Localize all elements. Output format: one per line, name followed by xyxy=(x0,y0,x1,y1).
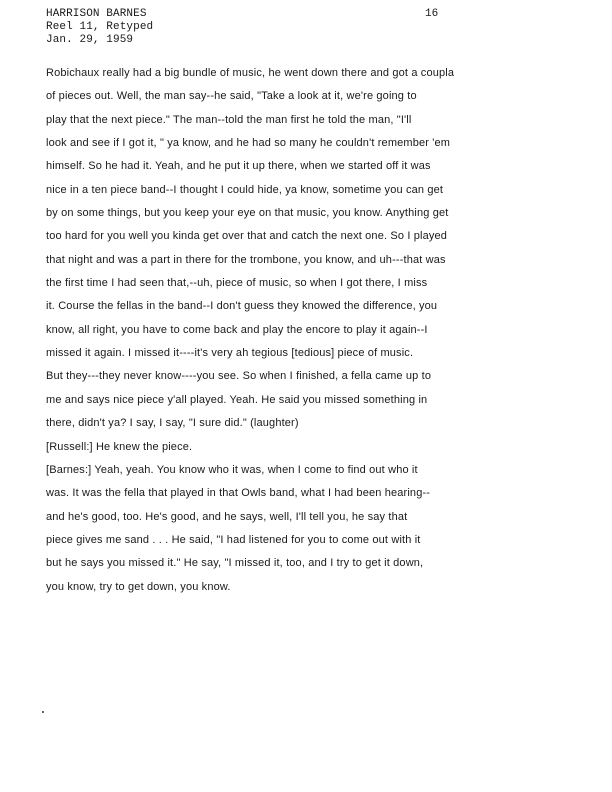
transcript-body xyxy=(46,62,546,599)
transcript-line: and he's good, too. He's good, and he says, well, I'll tell you, he say that xyxy=(46,510,408,523)
transcript-line: by on some things, but you keep your eye on that music, you know. Anything get xyxy=(46,207,449,220)
transcript-line: was. It was the fella that played in that Owls band, what I had been hearing-- xyxy=(46,487,431,500)
transcript-line: himself. So he had it. Yeah, and he put it up there, when we started off it was xyxy=(46,160,431,173)
transcript-line: nice in a ten piece band--I thought I could hide, ya know, sometime you can get xyxy=(46,183,444,196)
transcript-line: play that the next piece." The man--told the man first he told the man, "I'll xyxy=(46,113,412,126)
document-header xyxy=(46,8,153,47)
transcript-line: that night and was a part in there for the trombone, you know, and uh---that was xyxy=(46,253,446,266)
transcript-line: Robichaux really had a big bundle of music, he went down there and got a coupla xyxy=(46,67,455,79)
transcript-line: of pieces out. Well, the man say--he said, "Take a look at it, we're going to xyxy=(46,90,417,103)
interview-date: Jan. 29, 1959 xyxy=(46,34,134,46)
transcript-line: you know, try to get down, you know. xyxy=(46,580,231,593)
transcript-line: But they---they never know----you see. So when I finished, a fella came up to xyxy=(46,370,432,383)
speaker-turn-barnes: [Barnes:] Yeah, yeah. You know who it was, when I come to find out who it xyxy=(46,463,418,476)
transcript-line: too hard for you well you kinda get over that and catch the next one. So I played xyxy=(46,230,448,243)
transcript-line: me and says nice piece y'all played. Yeah. He said you missed something in xyxy=(46,393,428,406)
transcript-line: know, all right, you have to come back and play the encore to play it again--I xyxy=(46,323,428,336)
transcript-line: piece gives me sand . . . He said, "I had listened for you to come out with it xyxy=(46,533,421,546)
transcript-line: the first time I had seen that,--uh, piece of music, so when I got there, I miss xyxy=(46,277,428,290)
transcript-line: look and see if I got it, " ya know, and he had so many he couldn't remember 'em xyxy=(46,137,451,150)
transcript-line: there, didn't ya? I say, I say, "I sure did." (laughter) xyxy=(46,417,299,430)
transcript-line: missed it again. I missed it----it's very ah tegious [tedious] piece of music. xyxy=(46,347,414,360)
page-number: 16 xyxy=(425,8,439,20)
speaker-name: HARRISON BARNES xyxy=(46,8,147,20)
transcript-line: but he says you missed it." He say, "I missed it, too, and I try to get it down, xyxy=(46,557,424,570)
speaker-turn-russell: [Russell:] He knew the piece. xyxy=(46,440,193,453)
scan-speck xyxy=(42,711,44,713)
transcript-line: it. Course the fellas in the band--I don't guess they knowed the difference, you xyxy=(46,300,438,313)
reel-info: Reel 11, Retyped xyxy=(46,21,154,33)
